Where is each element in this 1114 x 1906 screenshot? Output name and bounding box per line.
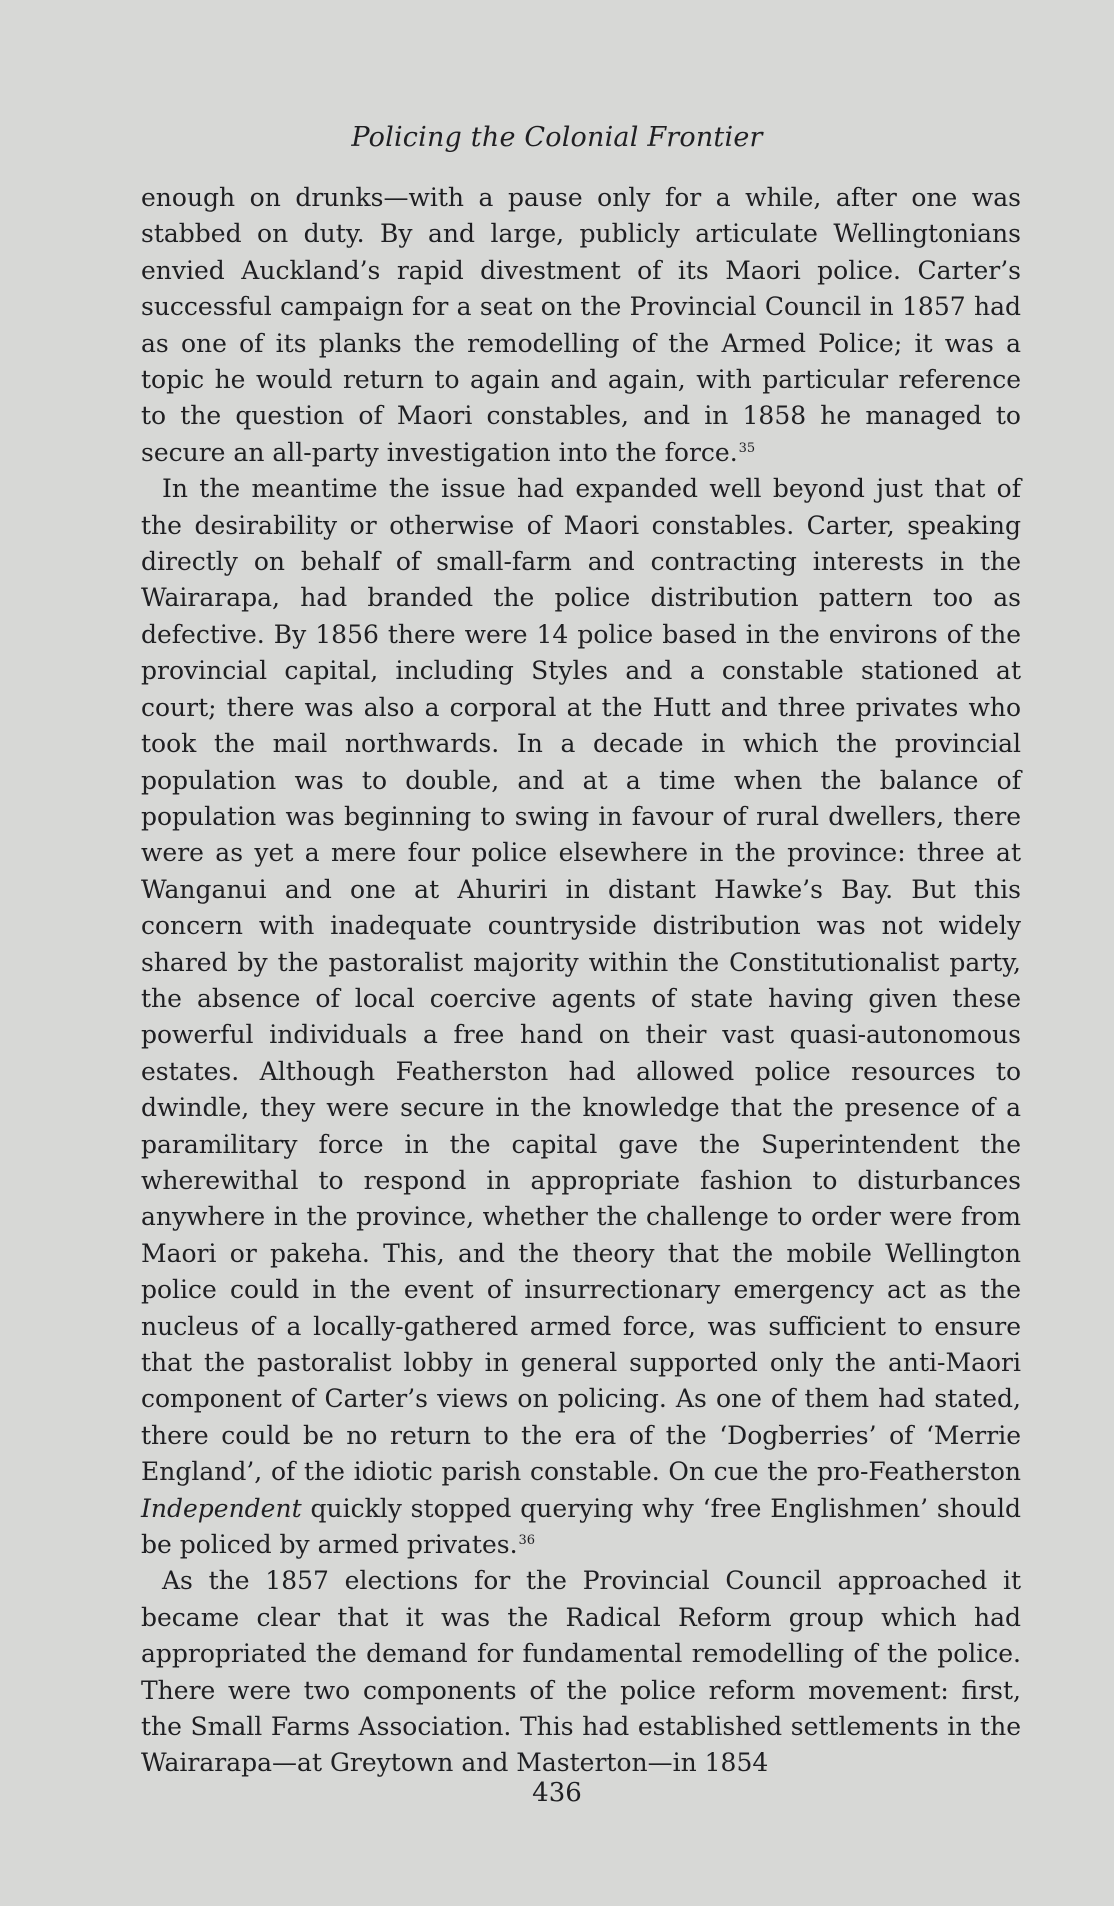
running-header: Policing the Colonial Frontier: [351, 122, 763, 153]
paragraph-2: [141, 471, 1021, 1563]
page-number: 436: [532, 1778, 582, 1808]
footnote-marker-36: 36: [518, 1532, 536, 1548]
footnote-marker-35: 35: [738, 440, 756, 456]
paragraph-1-text: enough on drunks—with a pause only for a while, after one was stabbed on duty. By and large, publicly articulate Wellingtonians envied Auckland’s rapid divestment of its Maori police. Carter’s successful campaign for a seat on the Provincial Council in 1857 had as one of its planks the remodelling of the Armed Police; it was a topic he would return to again and again, with particular reference to the question of Maori constables, and in 1858 he managed to secure an all-party investigation into the force.: [141, 183, 1021, 467]
body-text: [141, 180, 1021, 1782]
newspaper-title: Independent: [141, 1493, 302, 1523]
paragraph-3: [141, 1563, 1021, 1781]
paragraph-3-text: As the 1857 elections for the Provincial Council approached it became clear that it was the Radical Reform group which had appropriated the demand for fundamental remodelling of the police. There were two components of the police reform movement: first, the Small Farms Association. This had established settlements in the Wairarapa—at Greytown and Masterton—in 1854: [141, 1566, 1021, 1778]
paragraph-2-text-before: In the meantime the issue had expanded well beyond just that of the desirability or otherwise of Maori constables. Carter, speaking directly on behalf of small-farm and contracting interests in the Wairarapa, had branded the police distribution pattern too as defective. By 1856 there were 14 police based in the environs of the provincial capital, including Styles and a constable stationed at court; there was also a corporal at the Hutt and three privates who took the mail northwards. In a decade in which the provincial population was to double, and at a time when the balance of population was beginning to swing in favour of rural dwellers, there were as yet a mere four police elsewhere in the province: three at Wanganui and one at Ahuriri in distant Hawke’s Bay. But this concern with inadequate countryside distribution was not widely shared by the pastoralist majority within the Constitutionalist party, the absence of local coercive agents of state having given these powerful individuals a free hand on their vast quasi-autonomous estates. Although Featherston had allowed police resources to dwindle, they were secure in the knowledge that the presence of a paramilitary force in the capital gave the Superintendent the wherewithal to respond in appropriate fashion to disturbances anywhere in the province, whether the challenge to order were from Maori or pakeha. This, and the theory that the mobile Wellington police could in the event of insurrectionary emergency act as the nucleus of a locally-gathered armed force, was sufficient to ensure that the pastoralist lobby in general supported only the anti-Maori component of Carter’s views on policing. As one of them had stated, there could be no return to the era of the ‘Dogberries’ of ‘Merrie England’, of the idiotic parish constable. On cue the pro-Featherston: [141, 474, 1021, 1487]
paragraph-1: [141, 180, 1021, 471]
paragraph-2-text-after: quickly stopped querying why ‘free Englishmen’ should be policed by armed privates.: [141, 1493, 1021, 1560]
